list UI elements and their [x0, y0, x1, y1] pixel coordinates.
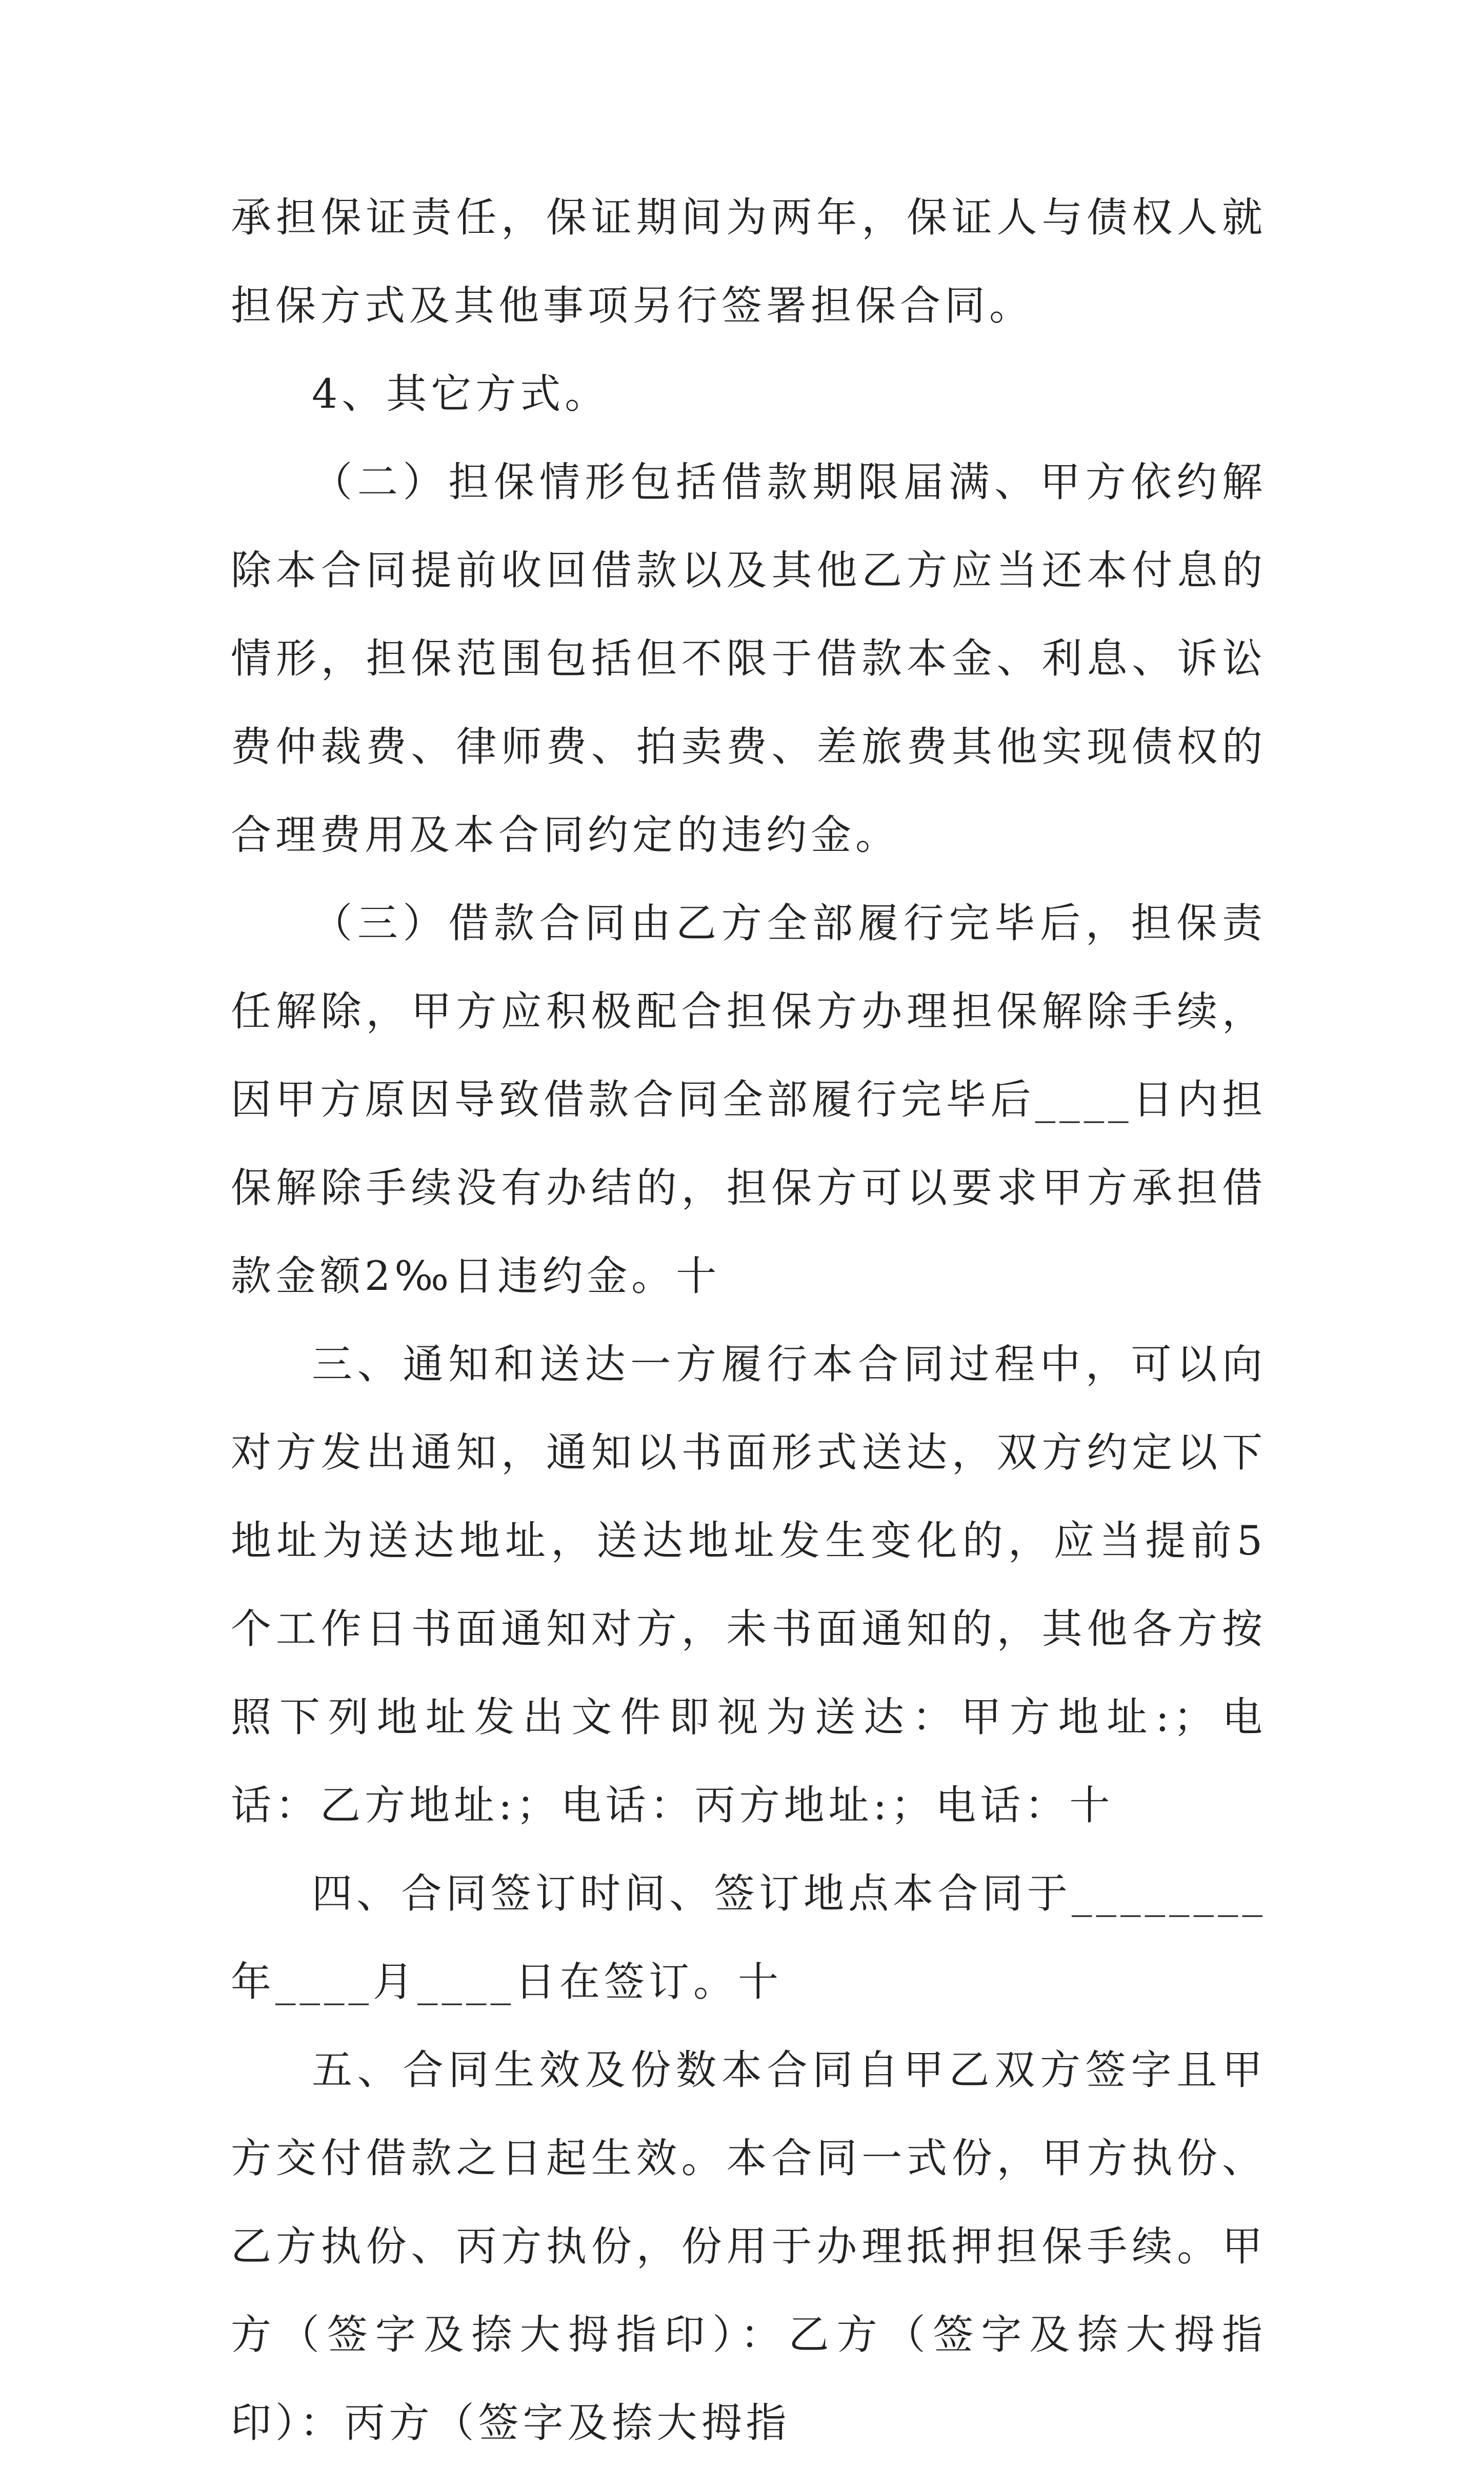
paragraph-signing-time: 四、合同签订时间、签订地点本合同于________年____月____日在签订。十: [231, 1870, 1267, 2005]
paragraph-other-methods: 4、其它方式。: [312, 370, 610, 417]
paragraph-notice-delivery: 三、通知和送达一方履行本合同过程中，可以向对方发出通知，通知以书面形式送达，双方约定以下地址为送达地址，送达地址发生变化的，应当提前5个工作日书面通知对方，未书面通知的，其他各方按照下列地址发出文件即视为送达：甲方地址:；电话：乙方地址:；电话：丙方地址:；电话：十: [231, 1341, 1267, 1829]
document-body: [231, 173, 1267, 2467]
paragraph-guarantee-scope: （二）担保情形包括借款期限届满、甲方依约解除本合同提前收回借款以及其他乙方应当还本付息的情形，担保范围包括但不限于借款本金、利息、诉讼费仲裁费、律师费、拍卖费、差旅费其他实现债权的合理费用及本合同约定的违约金。: [231, 459, 1267, 859]
paragraph-guarantee-liability: 承担保证责任，保证期间为两年，保证人与债权人就担保方式及其他事项另行签署担保合同。: [231, 194, 1267, 329]
paragraph-guarantee-release: （三）借款合同由乙方全部履行完毕后，担保责任解除，甲方应积极配合担保方办理担保解除手续，因甲方原因导致借款合同全部履行完毕后____日内担保解除手续没有办结的，担保方可以要求甲方承担借款金额2‰日违约金。十: [231, 900, 1267, 1300]
paragraph-effectiveness: 五、合同生效及份数本合同自甲乙双方签字且甲方交付借款之日起生效。本合同一式份，甲方执份、乙方执份、丙方执份，份用于办理抵押担保手续。甲方（签字及捺大拇指印）：乙方（签字及捺大拇指印）：丙方（签字及捺大拇指: [231, 2046, 1267, 2446]
